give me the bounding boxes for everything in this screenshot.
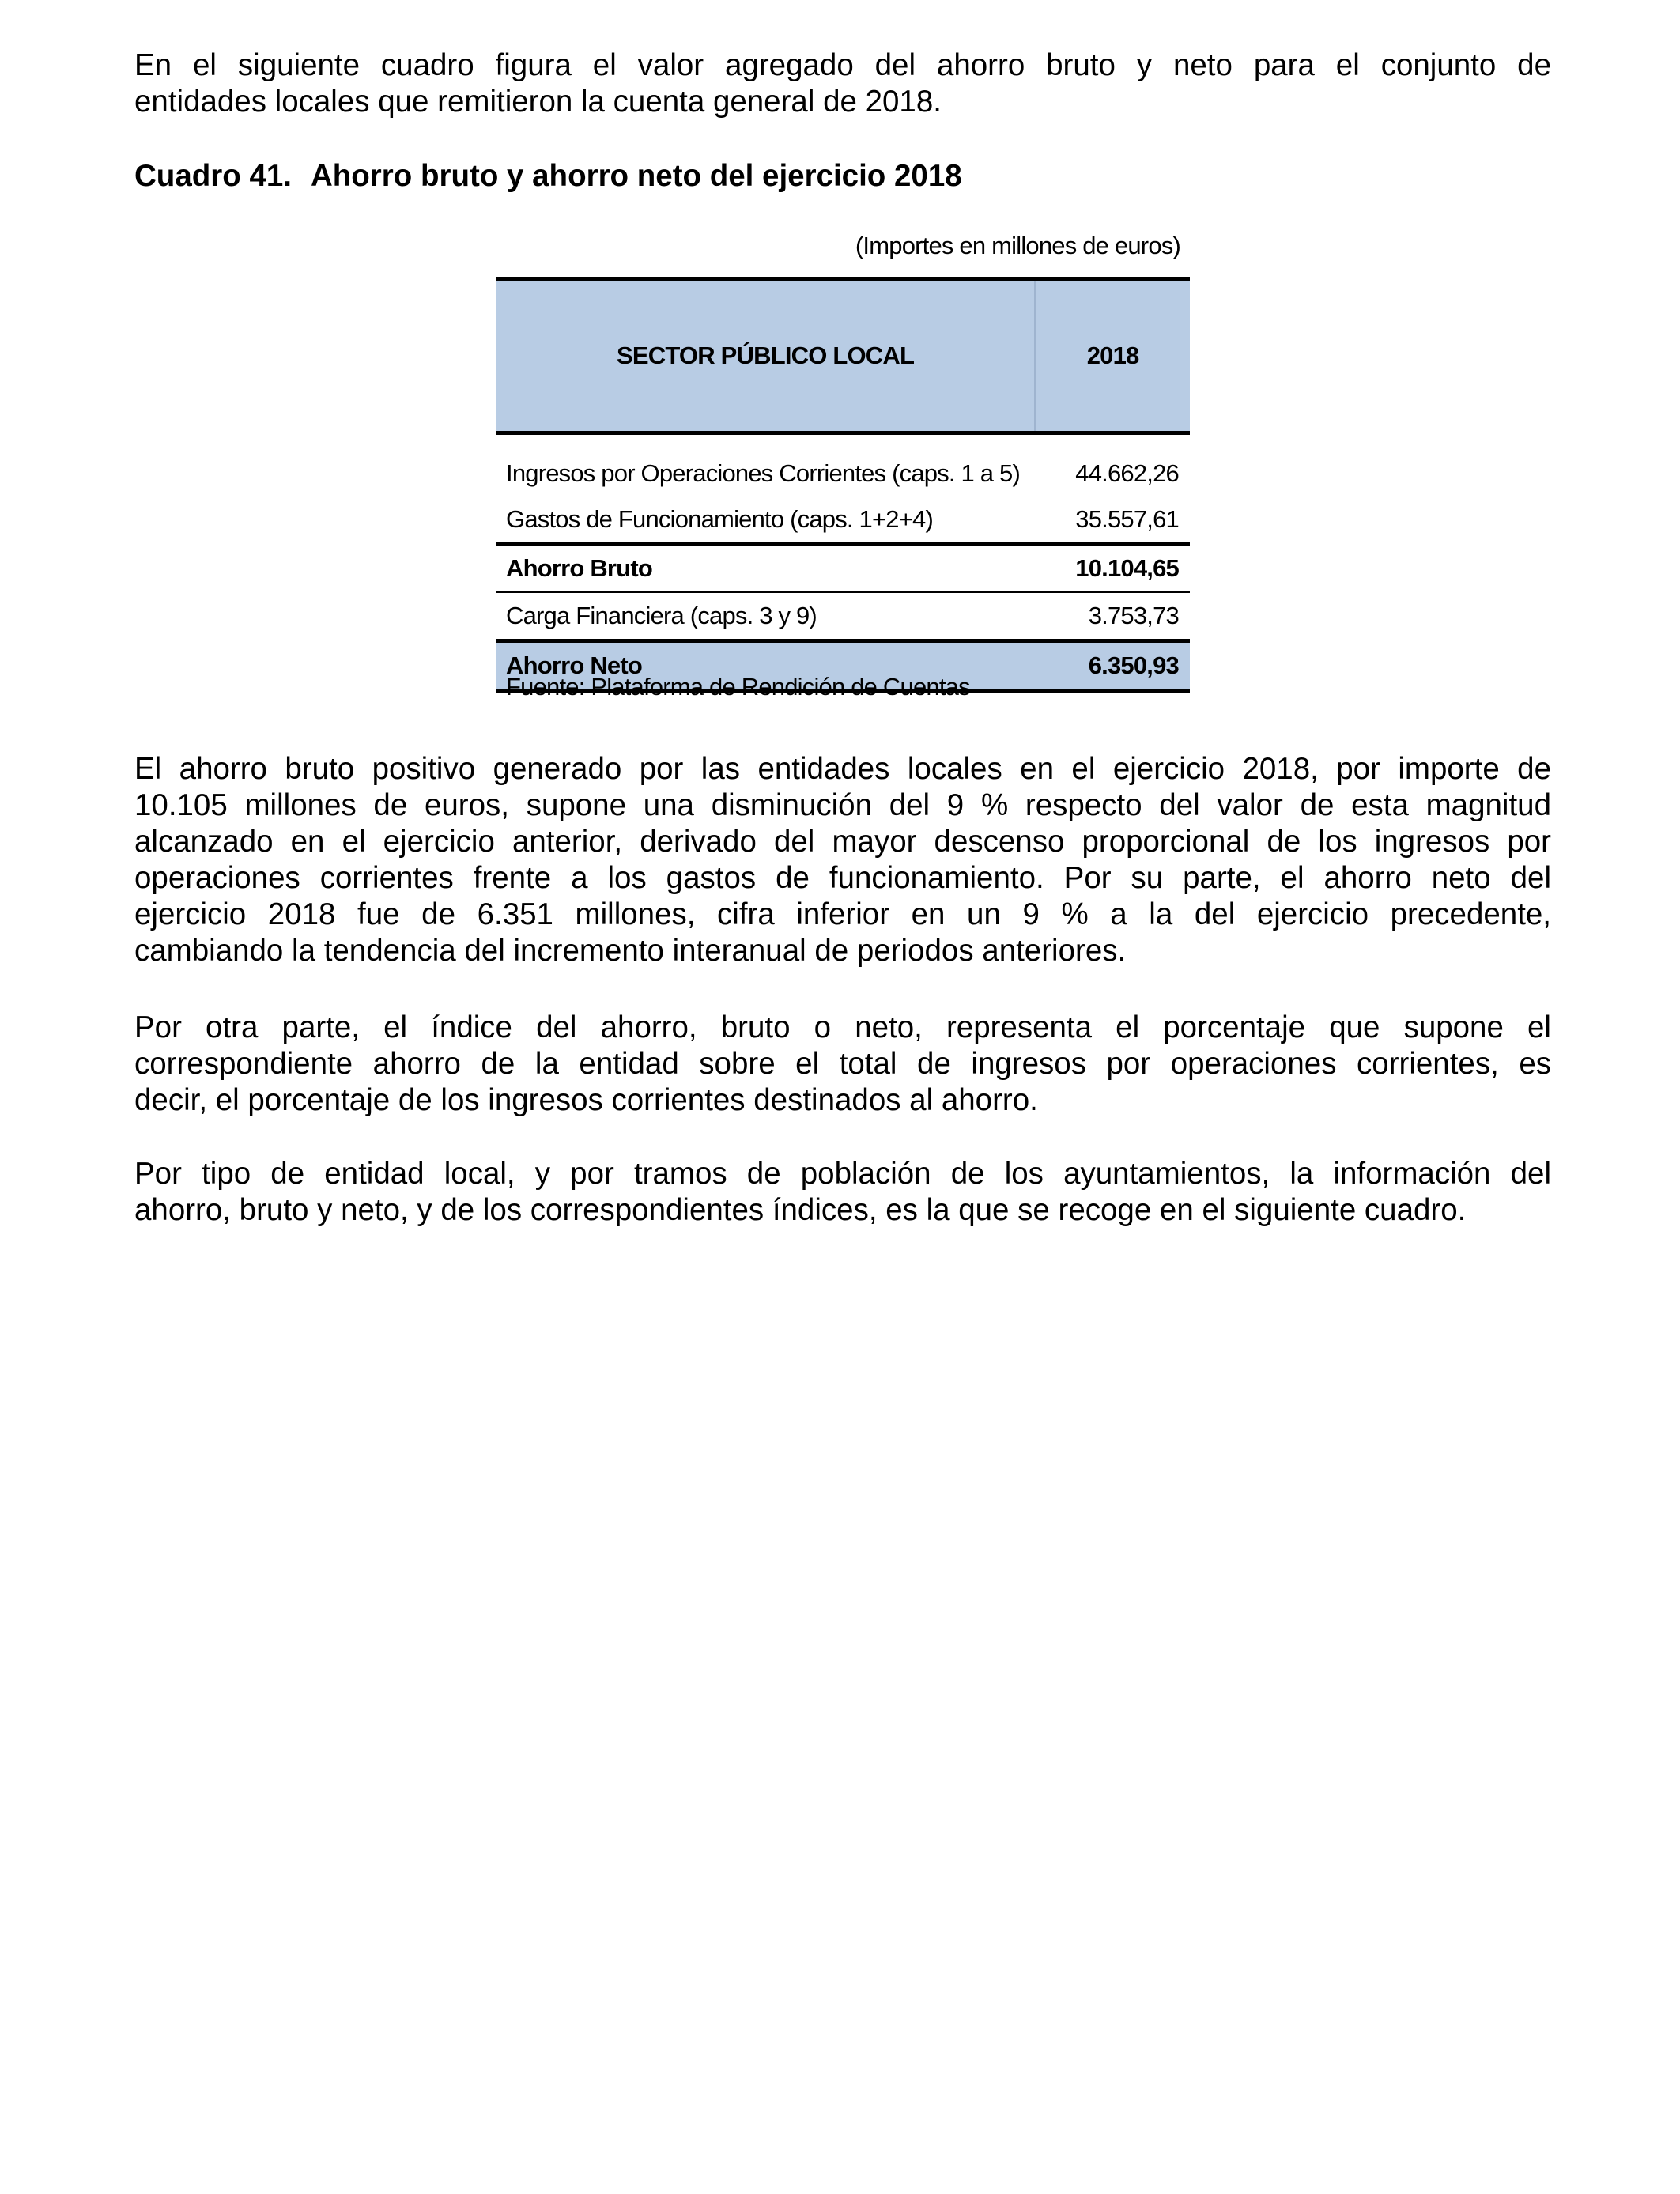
table-number: Cuadro 41. (134, 159, 292, 193)
body-paragraph (134, 1156, 1551, 1229)
paragraph-line: decir, el porcentaje de los ingresos corrientes destinados al ahorro. (134, 1083, 1038, 1117)
row-label: Ingresos por Operaciones Corrientes (caps. 1 a 5) (506, 459, 1021, 487)
table-row-gross-savings (496, 544, 1190, 592)
row-value: 6.350,93 (1035, 641, 1190, 691)
header-sector: SECTOR PÚBLICO LOCAL (496, 279, 1035, 433)
paragraph-line: 10.105 millones de euros, supone una disminución del 9 % respecto del valor de esta magnitud (134, 788, 1551, 822)
table-title-text: Ahorro bruto y ahorro neto del ejercicio 2018 (310, 159, 962, 193)
row-label: Carga Financiera (caps. 3 y 9) (496, 592, 1035, 641)
table-source: Fuente: Plataforma de Rendición de Cuentas (506, 673, 970, 700)
row-label: Ahorro Bruto (496, 544, 1035, 592)
paragraph-line: operaciones corrientes frente a los gastos de funcionamiento. Por su parte, el ahorro neto del (134, 861, 1551, 895)
paragraph-line: cambiando la tendencia del incremento interanual de periodos anteriores. (134, 934, 1127, 968)
row-value: 10.104,65 (1035, 544, 1190, 592)
table-title (134, 158, 962, 194)
body-paragraph (134, 1010, 1551, 1119)
row-label: Gastos de Funcionamiento (caps. 1+2+4) (506, 505, 933, 533)
row-value: 44.662,26 (1075, 459, 1179, 487)
paragraph-line: Por tipo de entidad local, y por tramos de población de los ayuntamientos, la información del (134, 1157, 1551, 1191)
table-row (496, 451, 1190, 497)
savings-table (496, 277, 1190, 693)
paragraph-line: Por otra parte, el índice del ahorro, bruto o neto, representa el porcentaje que supone el (134, 1010, 1551, 1044)
body-paragraph (134, 751, 1551, 969)
row-label: Ahorro Neto (496, 641, 1035, 691)
paragraph-line: ahorro, bruto y neto, y de los correspondientes índices, es la que se recoge en el siguiente cuadro. (134, 1193, 1467, 1227)
intro-paragraph (134, 47, 1551, 120)
units-note: (Importes en millones de euros) (855, 232, 1180, 259)
row-value: 3.753,73 (1035, 592, 1190, 641)
paragraph-line: alcanzado en el ejercicio anterior, derivado del mayor descenso proporcional de los ingresos por (134, 825, 1551, 859)
table-row (496, 497, 1190, 544)
paragraph-line: ejercicio 2018 fue de 6.351 millones, cifra inferior en un 9 % a la del ejercicio precedente, (134, 897, 1551, 931)
intro-line: En el siguiente cuadro figura el valor agregado del ahorro bruto y neto para el conjunto de (134, 48, 1551, 82)
intro-line: entidades locales que remitieron la cuenta general de 2018. (134, 85, 942, 119)
header-year: 2018 (1035, 279, 1190, 433)
table-row (496, 592, 1190, 641)
table-header-row (496, 279, 1190, 433)
paragraph-line: correspondiente ahorro de la entidad sobre el total de ingresos por operaciones corrientes, es (134, 1047, 1551, 1081)
paragraph-line: El ahorro bruto positivo generado por las entidades locales en el ejercicio 2018, por importe de (134, 752, 1551, 786)
row-value: 35.557,61 (1075, 505, 1179, 533)
